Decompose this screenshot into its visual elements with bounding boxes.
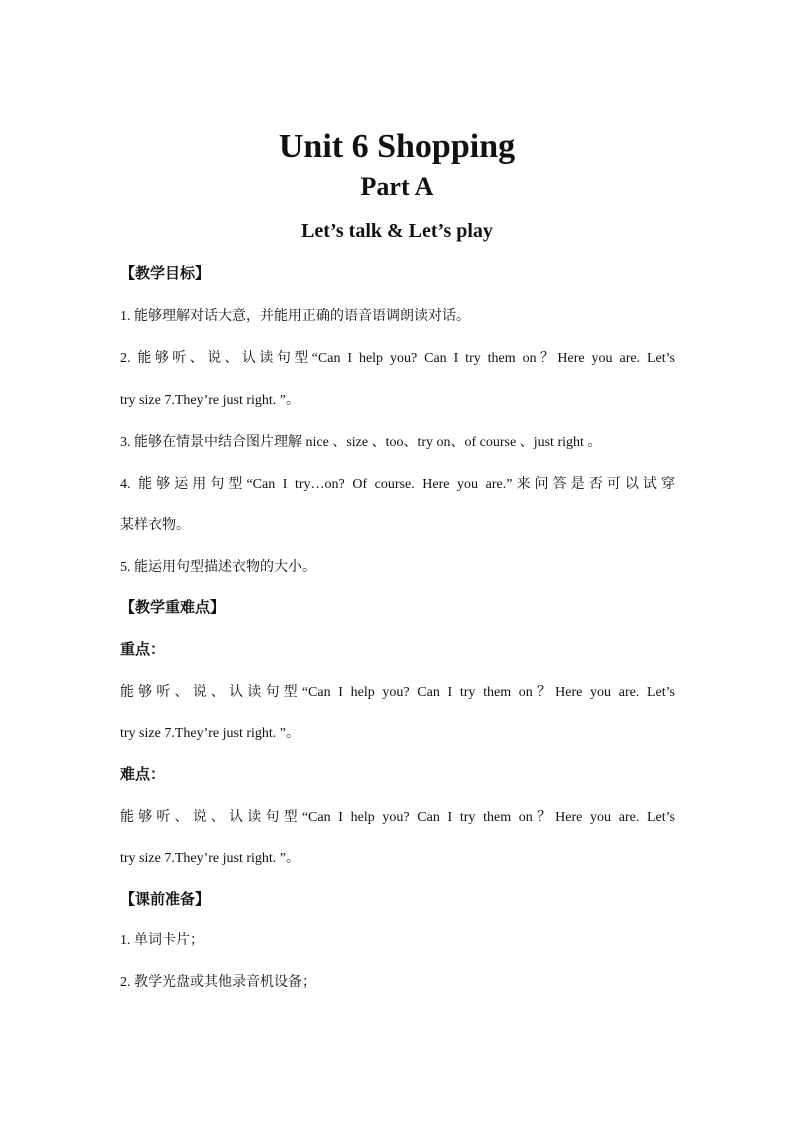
goal-item-1: 1. 能够理解对话大意，并能用正确的语音语调朗读对话。 (120, 309, 470, 324)
section-title: Let’s talk & Let’s play (301, 220, 493, 242)
key-label: 重点： (120, 642, 166, 658)
prep-item-2: 2. 教学光盘或其他录音机设备； (120, 975, 316, 990)
document-title: Unit 6 Shopping (278, 128, 516, 165)
difficult-line-2: try size 7.They’re just right. ”。 (120, 851, 301, 866)
prep-heading: 【课前准备】 (120, 892, 211, 908)
key-line-2: try size 7.They’re just right. ”。 (120, 726, 301, 741)
goal-item-3: 3. 能够在情景中结合图片理解 nice 、size 、too、try on、of course 、just right 。 (120, 435, 602, 450)
keypoints-heading: 【教学重难点】 (120, 600, 226, 616)
goal-item-5: 5. 能运用句型描述衣物的大小。 (120, 560, 316, 575)
goal-item-4-line-2: 某样衣物。 (120, 518, 190, 533)
goal-item-2-line-2: try size 7.They’re just right. ”。 (120, 393, 301, 408)
difficult-label: 难点： (120, 767, 166, 783)
difficult-line-1: 能够听、说、认读句型“Can I help you? Can I try them on？Here you are. Let’s (120, 810, 675, 825)
document-subtitle: Part A (360, 172, 434, 201)
goals-heading: 【教学目标】 (120, 266, 211, 282)
prep-item-1: 1. 单词卡片； (120, 933, 204, 948)
goal-item-2-line-1: 2. 能够听、说、认读句型“Can I help you? Can I try them on？Here you are. Let’s (120, 351, 675, 366)
key-line-1: 能够听、说、认读句型“Can I help you? Can I try them on？Here you are. Let’s (120, 685, 675, 700)
goal-item-4-line-1: 4. 能够运用句型“Can I try…on? Of course. Here you are.”来问答是否可以试穿 (120, 477, 675, 492)
